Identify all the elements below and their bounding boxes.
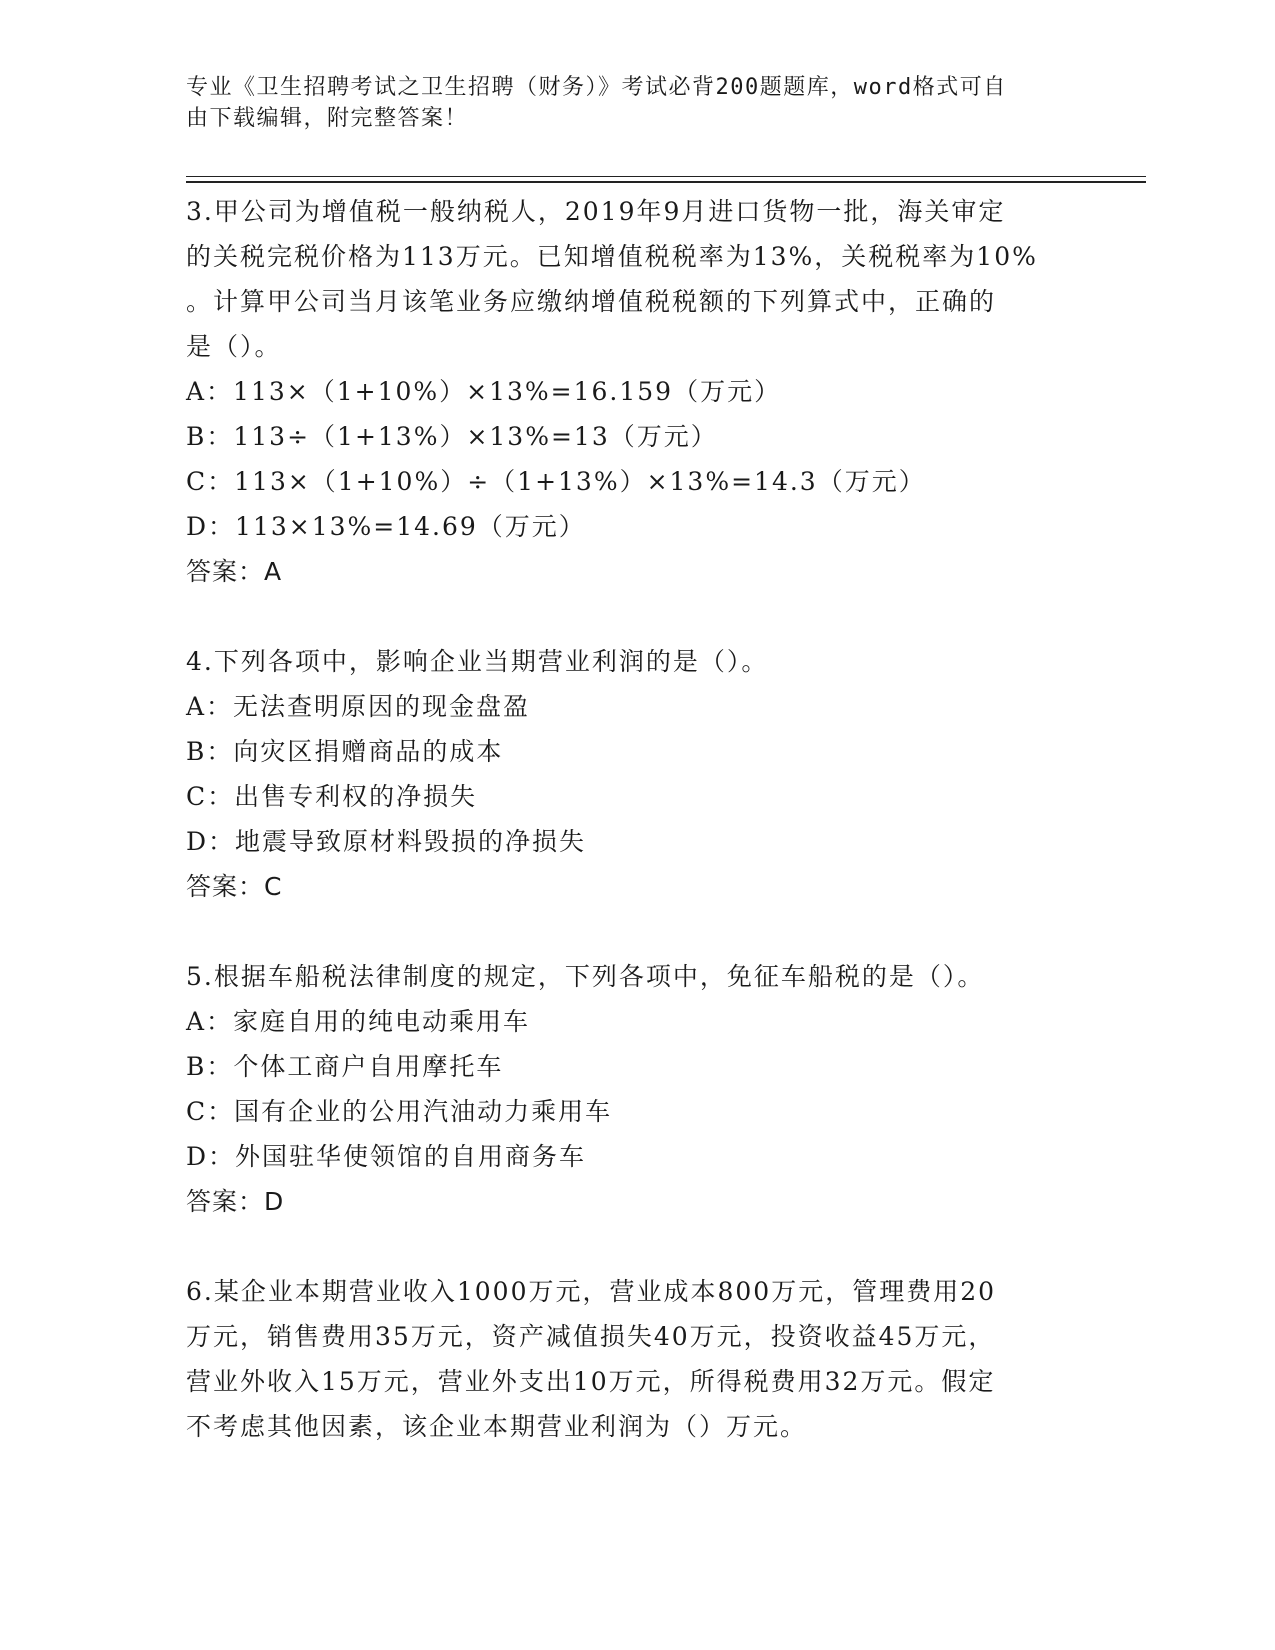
option-d: D：外国驻华使领馆的自用商务车 — [186, 1142, 587, 1171]
header-divider-thick — [186, 181, 1146, 183]
document-header — [186, 72, 1066, 134]
question-text: 3.甲公司为增值税一般纳税人，2019年9月进口货物一批，海关审定 — [186, 197, 1006, 226]
question-text: 5.根据车船税法律制度的规定，下列各项中，免征车船税的是（）。 — [186, 962, 985, 991]
question-text: 6.某企业本期营业收入1000万元，营业成本800万元，管理费用20 — [186, 1277, 997, 1306]
question-text: 是（）。 — [186, 332, 282, 361]
answer-label: 答案：D — [186, 1187, 285, 1216]
spacer — [186, 1224, 1086, 1269]
option-b: B：个体工商户自用摩托车 — [186, 1052, 504, 1081]
question-text: 营业外收入15万元，营业外支出10万元，所得税费用32万元。假定 — [186, 1367, 996, 1396]
answer-label: 答案：A — [186, 557, 283, 586]
option-c: C：出售专利权的净损失 — [186, 782, 478, 811]
option-a: A：无法查明原因的现金盘盈 — [186, 692, 531, 721]
header-line-2: 由下载编辑，附完整答案！ — [186, 106, 469, 131]
option-c: C：113×（1+10%）÷（1+13%）×13%=14.3（万元） — [186, 467, 926, 496]
spacer — [186, 594, 1086, 639]
option-d: D：113×13%=14.69（万元） — [186, 512, 586, 541]
question-3 — [186, 189, 1086, 594]
option-b: B：向灾区捐赠商品的成本 — [186, 737, 504, 766]
option-d: D：地震导致原材料毁损的净损失 — [186, 827, 587, 856]
spacer — [186, 909, 1086, 954]
question-text: 4.下列各项中，影响企业当期营业利润的是（）。 — [186, 647, 769, 676]
question-6 — [186, 1269, 1086, 1449]
option-c: C：国有企业的公用汽油动力乘用车 — [186, 1097, 613, 1126]
question-text: 不考虑其他因素，该企业本期营业利润为（）万元。 — [186, 1412, 808, 1441]
header-line-1: 专业《卫生招聘考试之卫生招聘（财务）》考试必背200题题库，word格式可自 — [186, 75, 1007, 100]
header-divider-thin — [186, 176, 1146, 177]
question-4 — [186, 639, 1086, 909]
question-text: 万元，销售费用35万元，资产减值损失40万元，投资收益45万元， — [186, 1322, 996, 1351]
question-text: 的关税完税价格为113万元。已知增值税税率为13%，关税税率为10% — [186, 242, 1038, 271]
question-5 — [186, 954, 1086, 1224]
question-text: 。计算甲公司当月该笔业务应缴纳增值税税额的下列算式中，正确的 — [186, 287, 997, 316]
option-b: B：113÷（1+13%）×13%=13（万元） — [186, 422, 718, 451]
option-a: A：家庭自用的纯电动乘用车 — [186, 1007, 531, 1036]
question-list — [186, 189, 1086, 1449]
answer-label: 答案：C — [186, 872, 283, 901]
option-a: A：113×（1+10%）×13%=16.159（万元） — [186, 377, 782, 406]
